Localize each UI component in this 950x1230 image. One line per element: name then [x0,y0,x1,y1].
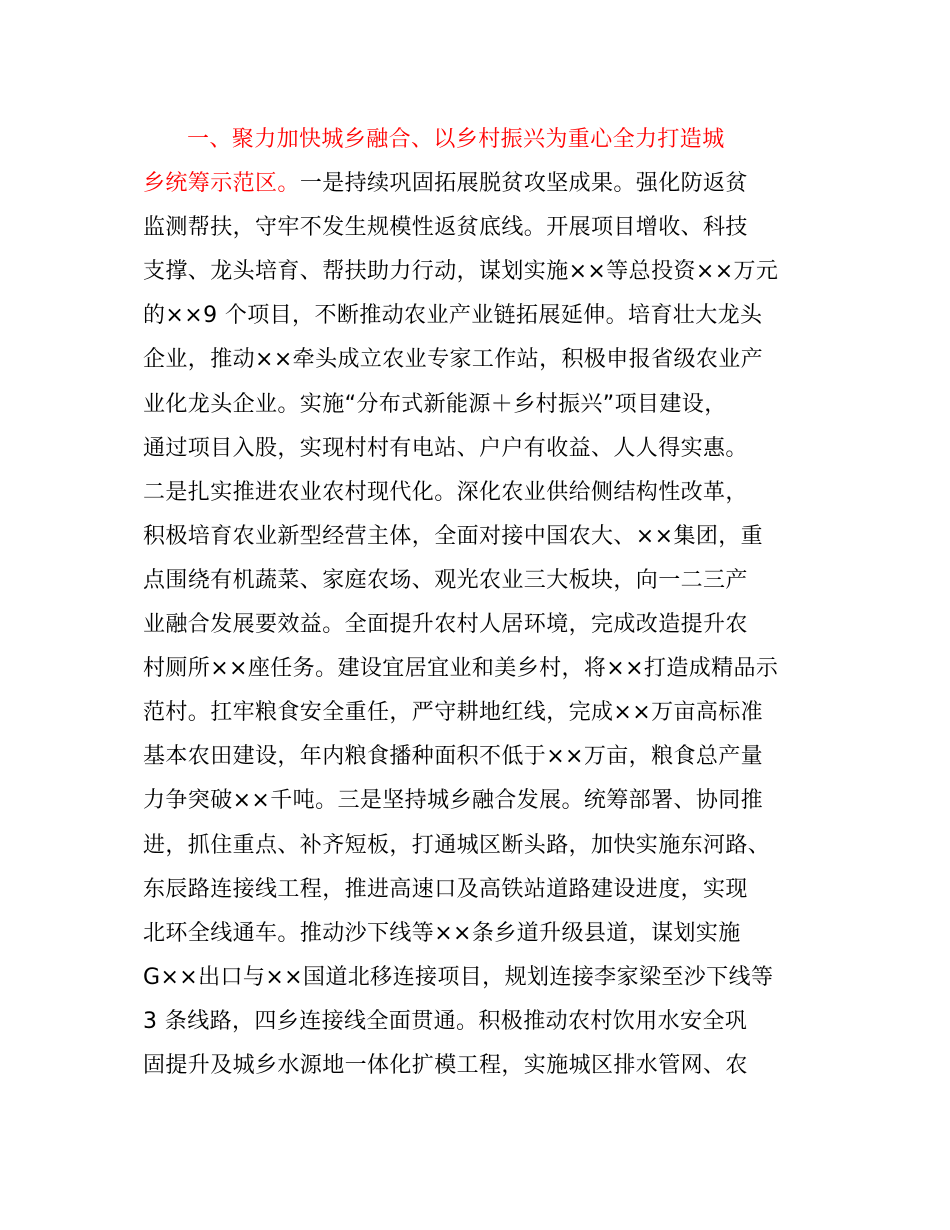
text-line: 点围绕有机蔬菜、家庭农场、观光农业三大板块，向一二三产 [143,567,748,593]
text-line: 支撑、龙头培育、帮扶助力行动，谋划实施××等总投资××万元 [143,259,779,285]
text-line: 范村。扛牢粮食安全重任，严守耕地红线，完成××万亩高标准 [143,700,764,726]
text-line: 固提升及城乡水源地一体化扩模工程，实施城区排水管网、农 [143,1052,748,1078]
text-line: 北环全线通车。推动沙下线等××条乡道升级县道，谋划实施 [143,920,741,946]
body-text [143,118,823,1088]
section-heading: 一、聚力加快城乡融合、以乡村振兴为重心全力打造城 [187,127,725,152]
text-line: 二是扎实推进农业农村现代化。深化农业供给侧结构性改革， [143,479,748,505]
text-line: 通过项目入股，实现村村有电站、户户有收益、人人得实惠。 [143,435,748,461]
section-heading-continued: 乡统筹示范区。 [143,171,300,197]
text-line: G××出口与××国道北移连接项目，规划连接李家梁至沙下线等 [143,964,774,990]
text-line: 3 条线路，四乡连接线全面贯通。积极推动农村饮用水安全巩 [143,1008,748,1034]
text-line: 业化龙头企业。实施“分布式新能源＋乡村振兴”项目建设， [143,391,727,417]
text-line: 监测帮扶，守牢不发生规模性返贫底线。开展项目增收、科技 [143,215,748,241]
text-line: 力争突破××千吨。三是坚持城乡融合发展。统筹部署、协同推 [143,788,764,814]
text-line: 的××9 个项目，不断推动农业产业链拓展延伸。培育壮大龙头 [143,303,763,329]
heading-line [143,118,823,162]
text-line: 村厕所××座任务。建设宜居宜业和美乡村，将××打造成精品示 [143,656,779,682]
text-line: 积极培育农业新型经营主体，全面对接中国农大、××集团，重 [143,523,764,549]
text-line: 进，抓住重点、补齐短板，打通城区断头路，加快实施东河路、 [143,832,771,858]
text-line: 东辰路连接线工程，推进高速口及高铁站道路建设进度，实现 [143,876,748,902]
text-line [143,162,823,206]
text-line-content: 一是持续巩固拓展脱贫攻坚成果。强化防返贫 [299,171,748,197]
text-line: 业融合发展要效益。全面提升农村人居环境，完成改造提升农 [143,612,748,638]
text-line: 企业，推动××牵头成立农业专家工作站，积极申报省级农业产 [143,347,764,373]
text-line: 基本农田建设，年内粮食播种面积不低于××万亩，粮食总产量 [143,744,764,770]
